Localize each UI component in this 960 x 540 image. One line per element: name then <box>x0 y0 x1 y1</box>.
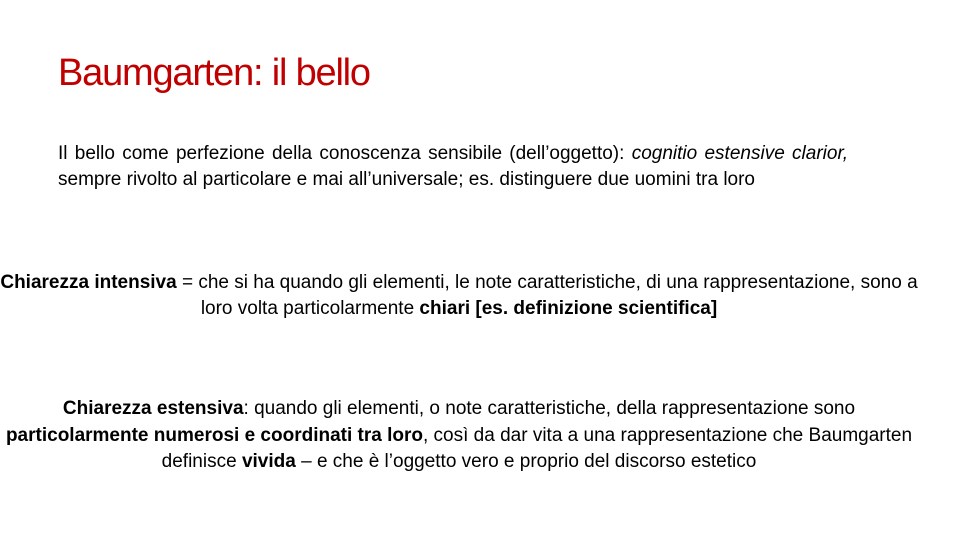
intensiva-term: Chiarezza intensiva <box>0 272 177 293</box>
estensiva-text2: , così da dar vita a una rappresentazione che Baumgarten definisce <box>161 424 913 472</box>
estensiva-text3: – e che è l’oggetto vero e proprio del discorso estetico <box>295 451 757 472</box>
estensiva-bold3: vivida <box>241 451 296 472</box>
intro-rest: sempre rivolto al particolare e mai all’universale; es. distinguere due uomini tra loro <box>58 169 755 190</box>
intro-paragraph <box>58 141 848 193</box>
estensiva-term: Chiarezza estensiva <box>62 398 244 419</box>
intensiva-bold2: chiari [es. definizione scientifica] <box>419 298 718 319</box>
chiarezza-estensiva-paragraph <box>0 396 918 476</box>
estensiva-bold2: particolarmente numerosi e coordinati tra loro <box>5 424 423 446</box>
intro-latin-phrase: cognitio estensive clarior, <box>631 143 849 164</box>
estensiva-text1: : quando gli elementi, o note caratteristiche, della rappresentazione sono <box>243 398 856 419</box>
slide-title: Baumgarten: il bello <box>58 52 370 94</box>
chiarezza-intensiva-paragraph <box>0 270 918 322</box>
intensiva-text1: = che si ha quando gli elementi, le note caratteristiche, di una rappresentazione, sono a loro volta particolarmente <box>176 272 918 319</box>
intro-line1: Il bello come perfezione della conoscenza sensibile (dell’oggetto): <box>58 143 625 164</box>
